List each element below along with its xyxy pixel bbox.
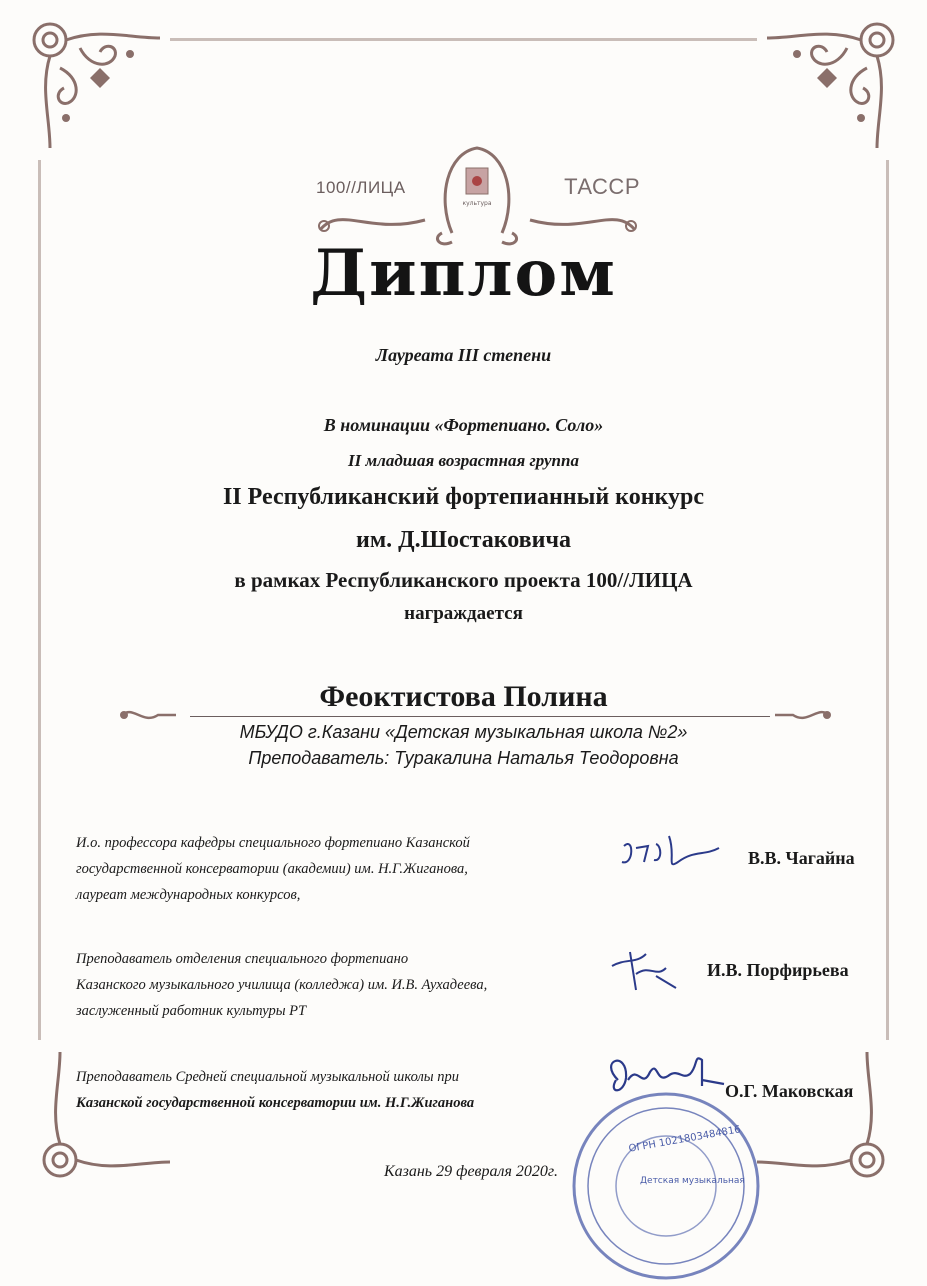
- jury-title-line: государственной консерватории (академии) им. Н.Г.Жиганова,: [76, 861, 468, 877]
- recipient-teacher: Преподаватель: Туракалина Наталья Теодоровна: [248, 748, 679, 768]
- jury-member-3-name: О.Г. Маковская: [725, 1081, 854, 1101]
- place-and-date: Казань 29 февраля 2020г.: [384, 1163, 558, 1180]
- jury-title-line: Преподаватель Средней специальной музыкальной школы при: [76, 1069, 460, 1085]
- jury-member-3-title: [76, 1064, 576, 1116]
- awarded-label: награждается: [404, 603, 523, 624]
- jury-member-2-title: [76, 946, 576, 1024]
- jury-member-1-name: В.В. Чагайна: [748, 848, 855, 868]
- culture-ministry-emblem-icon: [432, 138, 522, 248]
- jury-member-2-name: И.В. Порфирьева: [707, 960, 849, 980]
- jury-title-line: заслуженный работник культуры РТ: [76, 1003, 307, 1019]
- jury-title-line: Преподаватель отделения специального фортепиано: [76, 951, 409, 967]
- corner-ornament-icon: [747, 1042, 897, 1192]
- nomination: В номинации «Фортепиано. Соло»: [323, 415, 604, 435]
- corner-ornament-icon: [757, 8, 907, 158]
- stamp-ogrn: ОГРН 1021803484816: [627, 1124, 742, 1155]
- age-group: II младшая возрастная группа: [348, 451, 579, 470]
- official-stamp-icon: [566, 1086, 766, 1286]
- jury-title-line: лауреат международных конкурсов,: [76, 887, 301, 903]
- jury-title-line: И.о. профессора кафедры специального фортепиано Казанской: [76, 835, 470, 851]
- jury-title-line: Казанского музыкального училища (колледжа) им. И.В. Аухадеева,: [76, 977, 488, 993]
- signature-icon: [598, 1050, 728, 1102]
- signature-icon: [606, 944, 696, 994]
- logo-100-lica: 100//ЛИЦА: [316, 178, 406, 197]
- project-line: в рамках Республиканского проекта 100//ЛИЦА: [234, 568, 693, 592]
- jury-member-1-title: [76, 830, 576, 908]
- name-underline: [190, 716, 770, 717]
- jury-title-line: Казанской государственной консерватории им. Н.Г.Жиганова: [76, 1095, 475, 1111]
- frame-border-top: [170, 38, 757, 41]
- signature-icon: [614, 826, 724, 874]
- logo-tassr: ТАССР: [564, 174, 640, 199]
- contest-name-line2: им. Д.Шостаковича: [355, 527, 571, 553]
- right-flourish-icon: [525, 200, 645, 240]
- corner-ornament-icon: [20, 8, 170, 158]
- left-flourish-icon: [310, 200, 430, 240]
- laureate-degree: Лауреата III степени: [375, 345, 552, 365]
- diploma-title: Диплом: [310, 236, 617, 311]
- stamp-label: Детская музыкальная: [640, 1176, 745, 1186]
- emblem-caption: культура: [462, 200, 492, 207]
- recipient-name: Феоктистова Полина: [319, 680, 608, 713]
- contest-name-line1: II Республиканский фортепианный конкурс: [222, 484, 705, 510]
- recipient-school: МБУДО г.Казани «Детская музыкальная школа №2»: [239, 722, 688, 742]
